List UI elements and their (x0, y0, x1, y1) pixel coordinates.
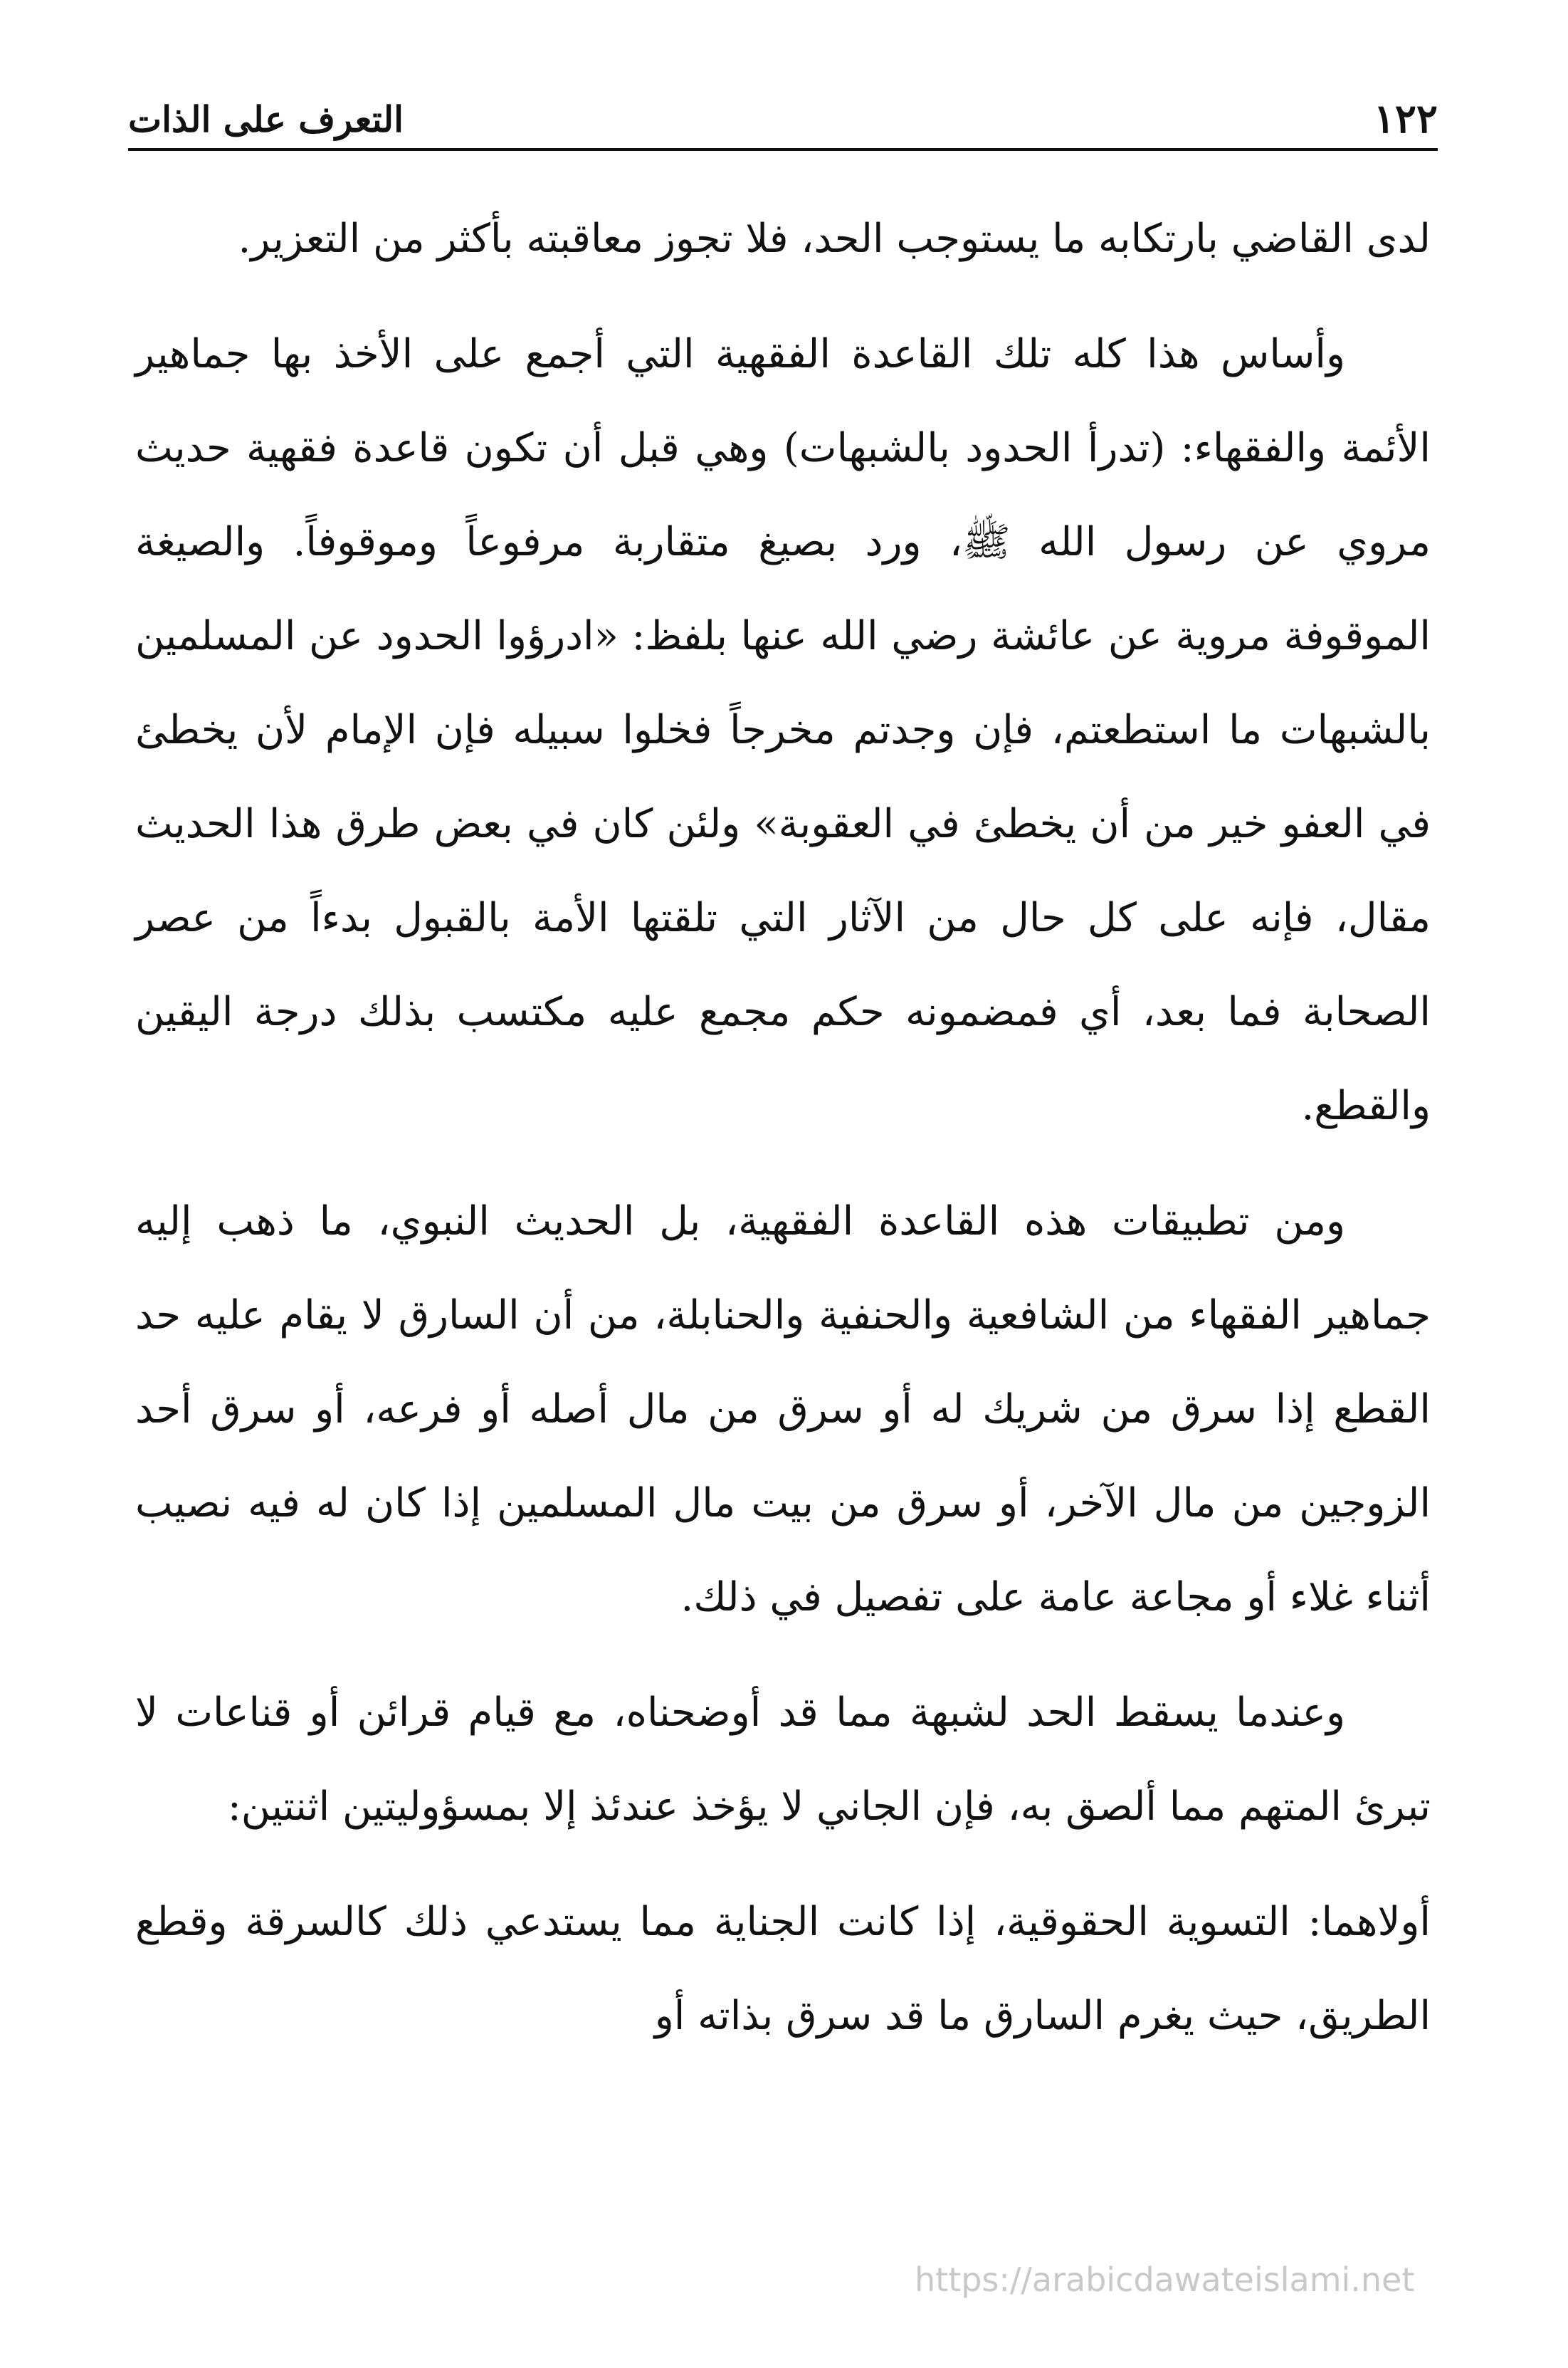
running-header (128, 85, 1438, 142)
paragraph-applications: ومن تطبيقات هذه القاعدة الفقهية، بل الحديث النبوي، ما ذهب إليه جماهير الفقهاء من الشافعية والحنفية والحنابلة، من أن السارق لا يقام عليه حد القطع إذا سرق من شريك له أو سرق من مال أصله أو فرعه، أو سرق أحد الزوجين من مال الآخر، أو سرق من بيت مال المسلمين إذا كان له فيه نصيب أثناء غلاء أو مجاعة عامة على تفصيل في ذلك. (135, 1198, 1431, 1620)
header-title: التعرف على الذات (128, 98, 404, 140)
paragraph-basis: وأساس هذا كله تلك القاعدة الفقهية التي أجمع على الأخذ بها جماهير الأئمة والفقهاء: (تدرأ الحدود بالشبهات) وهي قبل أن تكون قاعدة فقهية حديث مروي عن رسول الله ﷺ، ورد بصيغ متقاربة مرفوعاً وموقوفاً. والصيغة الموقوفة مروية عن عائشة رضي الله عنها بلفظ: «ادرؤوا الحدود عن المسلمين بالشبهات ما استطعتم، فإن وجدتم مخرجاً فخلوا سبيله فإن الإمام لأن يخطئ في العفو خير من أن يخطئ في العقوبة» ولئن كان في بعض طرق هذا الحديث مقال، فإنه على كل حال من الآثار التي تلقتها الأمة بالقبول بدءاً من عصر الصحابة فما بعد، أي فمضمونه حكم مجمع عليه مكتسب بذلك درجة اليقين والقطع. (135, 331, 1431, 1129)
page-number: ١٢٢ (1373, 95, 1438, 142)
watermark-url: https://arabicdawateislami.net (915, 2260, 1415, 2299)
paragraph-continuation: لدى القاضي بارتكابه ما يستوجب الحد، فلا تجوز معاقبته بأكثر من التعزير. (238, 216, 1431, 262)
paragraph-liabilities: وعندما يسقط الحد لشبهة مما قد أوضحناه، مع قيام قرائن أو قناعات لا تبرئ المتهم مما ألصق به، فإن الجاني لا يؤخذ عندئذ إلا بمسؤوليتين اثنتين: (135, 1689, 1431, 1830)
paragraph-first-liability: أولاهما: التسوية الحقوقية، إذا كانت الجناية مما يستدعي ذلك كالسرقة وقطع الطريق، حيث يغرم السارق ما قد سرق بذاته أو (135, 1899, 1431, 2039)
body-text (135, 192, 1431, 2085)
header-divider (128, 148, 1438, 151)
